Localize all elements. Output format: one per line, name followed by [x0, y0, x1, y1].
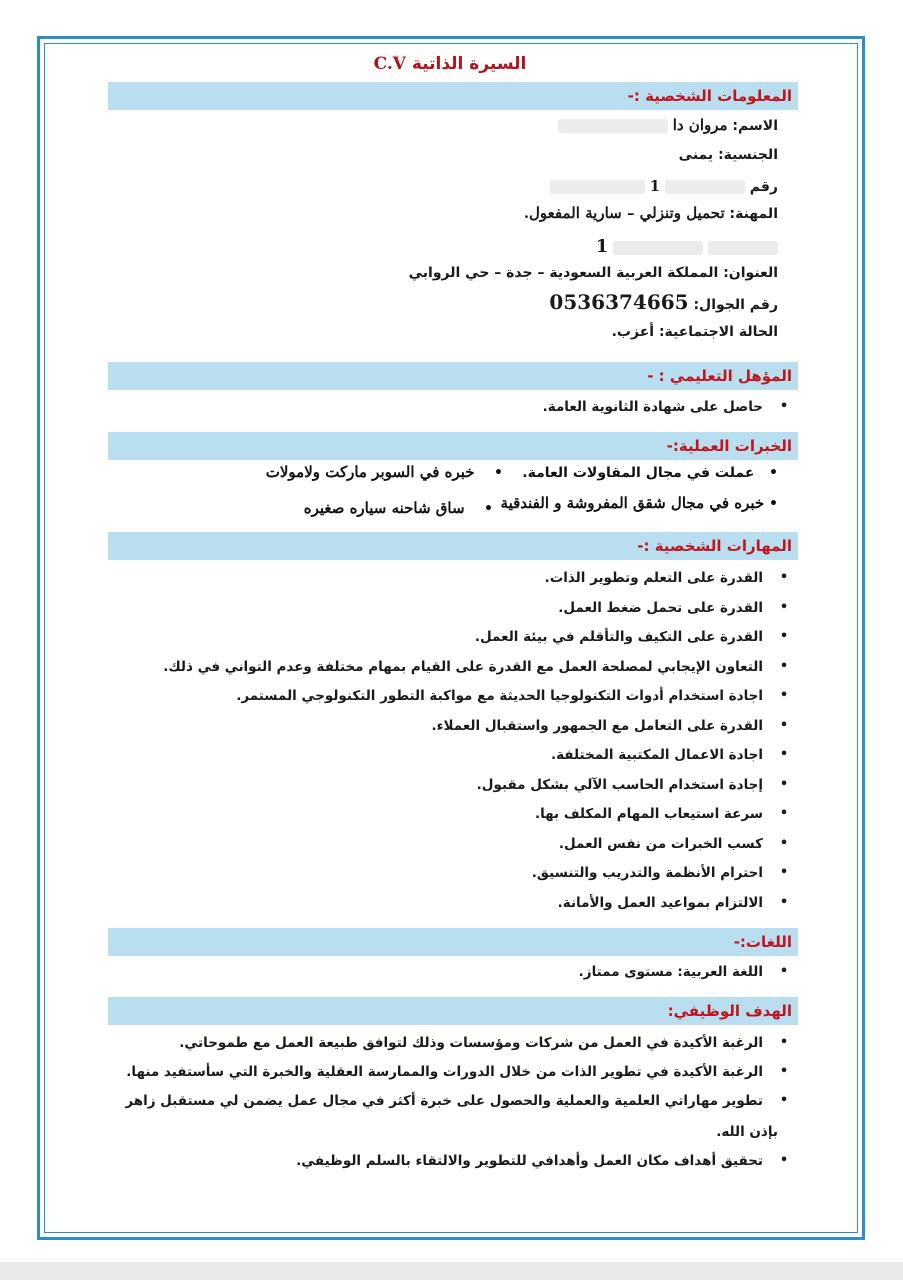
languages-list	[93, 962, 793, 991]
mobile-label: رقم الجوال:	[693, 297, 778, 313]
experience-text: خبره في مجال شقق المفروشة و الفندقية	[500, 494, 765, 512]
bullet: •	[779, 964, 789, 979]
skill-text: القدرة على التكيف والتأقلم في بيئة العمل.	[474, 629, 763, 645]
bullet: •	[779, 688, 789, 703]
section-heading-objective: الهدف الوظيفي:	[108, 997, 798, 1025]
title-cv: C.V	[373, 54, 406, 74]
skill-item	[93, 568, 793, 598]
objective-continuation: بإذن الله.	[716, 1124, 778, 1140]
bullet: •	[779, 865, 789, 880]
nationality-line	[679, 147, 778, 163]
skill-text: القدرة على التعامل مع الجمهور واستقبال العملاء.	[431, 717, 763, 734]
bullet: •	[779, 835, 789, 851]
bullet: •	[779, 1093, 789, 1108]
document-title	[300, 54, 600, 74]
skills-list	[93, 568, 793, 922]
redacted-id-b	[550, 180, 645, 194]
skill-item	[93, 657, 793, 687]
objective-item	[93, 1033, 793, 1062]
objective-item	[93, 1062, 793, 1091]
experience-item	[522, 465, 778, 481]
bullet: •	[779, 1035, 789, 1050]
skill-item	[93, 863, 793, 893]
id-value-visible: 1	[649, 177, 661, 195]
marital-value: أعزب.	[611, 324, 655, 340]
experience-text: ساق شاحنه سياره صغيره	[303, 499, 465, 517]
address-line	[409, 265, 778, 281]
redacted-field-a	[708, 241, 778, 255]
redacted-visible-digit: 1	[595, 236, 609, 257]
skill-item	[93, 893, 793, 923]
experience-text: خبره في السوبر ماركت ولامولات	[265, 463, 475, 481]
bullet: •	[779, 1153, 789, 1168]
skill-item	[93, 716, 793, 746]
skill-item	[93, 686, 793, 716]
address-label: العنوان:	[723, 265, 778, 281]
mobile-line	[549, 290, 778, 314]
id-line	[550, 177, 778, 195]
bullet: •	[779, 658, 789, 674]
skill-item	[93, 775, 793, 805]
skill-item	[93, 745, 793, 775]
redacted-line	[596, 236, 778, 257]
experience-item	[304, 499, 493, 517]
skill-item	[93, 598, 793, 628]
mobile-value: 0536374665	[549, 290, 689, 314]
language-text: اللغة العربية: مستوى ممتاز.	[578, 964, 763, 980]
bullet: •	[779, 570, 789, 585]
bullet: •	[779, 776, 789, 792]
language-item	[93, 962, 793, 991]
skill-text: كسب الخبرات من نفس العمل.	[558, 835, 763, 852]
id-label: رقم	[749, 179, 778, 195]
skill-text: اجادة استخدام أدوات التكنولوجيا الحديثة مع مواكبة التطور التكنولوجي المستمر.	[236, 688, 763, 704]
skill-text: القدرة على التعلم وتطوير الذات.	[544, 570, 763, 586]
name-value: مروان دا	[672, 116, 728, 134]
objective-text: الرغبة الأكيدة في العمل من شركات ومؤسسات وذلك لتوافق طبيعة العمل مع طموحاتي.	[179, 1035, 763, 1051]
experience-item	[501, 494, 778, 512]
bullet: •	[779, 806, 789, 821]
redacted-field-b	[613, 241, 703, 255]
address-value: المملكة العربية السعودية – جدة – حي الروابي	[408, 265, 719, 281]
objective-text: تطوير مهاراتي العلمية والعملية والحصول على خبرة أكثر في مجال عمل يضمن لي مستقبل زاهر	[125, 1093, 763, 1109]
objective-item	[93, 1091, 793, 1151]
experience-text: عملت في مجال المقاولات العامة.	[522, 465, 755, 481]
skill-text: سرعة استيعاب المهام المكلف بها.	[534, 806, 763, 822]
bullet: •	[779, 747, 789, 762]
occupation-value: تحميل وتنزلي – سارية المفعول.	[523, 204, 725, 222]
section-heading-experience: الخبرات العملية:-	[108, 432, 798, 460]
marital-label: الحالة الاجتماعية:	[658, 324, 778, 340]
skill-item	[93, 627, 793, 657]
name-line	[558, 116, 778, 134]
bullet: •	[779, 599, 789, 615]
bullet: •	[779, 717, 789, 733]
skill-text: الالتزام بمواعيد العمل والأمانة.	[557, 894, 763, 911]
nationality-label: الجنسية:	[718, 147, 778, 163]
skill-text: احترام الأنظمة والتدريب والتنسيق.	[531, 865, 763, 881]
skill-text: القدرة على تحمل ضغط العمل.	[558, 599, 763, 616]
section-heading-education: المؤهل التعليمي : -	[108, 362, 798, 390]
marital-line	[612, 324, 778, 340]
bullet: •	[779, 1064, 789, 1079]
experience-item	[266, 463, 503, 481]
redacted-id-a	[665, 180, 745, 194]
skill-item	[93, 834, 793, 864]
objective-item	[93, 1151, 793, 1180]
name-label: الاسم:	[732, 118, 778, 134]
bullet: •	[769, 496, 778, 512]
education-list	[93, 397, 793, 426]
objective-text: الرغبة الأكيدة في تطوير الذات من خلال الدورات والممارسة العقلية والخبرة التي سأستفيد منها.	[126, 1064, 763, 1080]
objective-text: تحقيق أهداف مكان العمل وأهدافي للتطوير والالتقاء بالسلم الوظيفي.	[296, 1153, 763, 1169]
occupation-line	[524, 204, 778, 222]
title-arabic: السيرة الذاتية	[411, 54, 527, 74]
bullet: •	[779, 629, 789, 644]
bullet: •	[494, 465, 503, 481]
bullet: •	[769, 465, 778, 481]
education-item	[93, 397, 793, 426]
section-heading-personal: المعلومات الشخصية :-	[108, 82, 798, 110]
occupation-label: المهنة:	[729, 206, 778, 222]
section-heading-skills: المهارات الشخصية :-	[108, 532, 798, 560]
nationality-value: يمنى	[678, 147, 714, 163]
redacted-name	[558, 119, 668, 133]
bottom-strip	[0, 1262, 903, 1280]
skill-text: اجادة الاعمال المكتبية المختلفة.	[550, 747, 763, 763]
bullet: •	[779, 399, 789, 414]
objective-list	[93, 1033, 793, 1180]
section-heading-languages: اللغات:-	[108, 928, 798, 956]
skill-item	[93, 804, 793, 834]
bullet: •	[484, 501, 493, 517]
education-text: حاصل على شهادة الثانوية العامة.	[542, 399, 763, 415]
bullet: •	[779, 894, 789, 910]
skill-text: إجادة استخدام الحاسب الآلي بشكل مقبول.	[476, 776, 763, 793]
skill-text: التعاون الإيجابي لمصلحة العمل مع القدرة على القيام بمهام مختلفة وعدم التواني في ذلك.	[163, 658, 763, 675]
